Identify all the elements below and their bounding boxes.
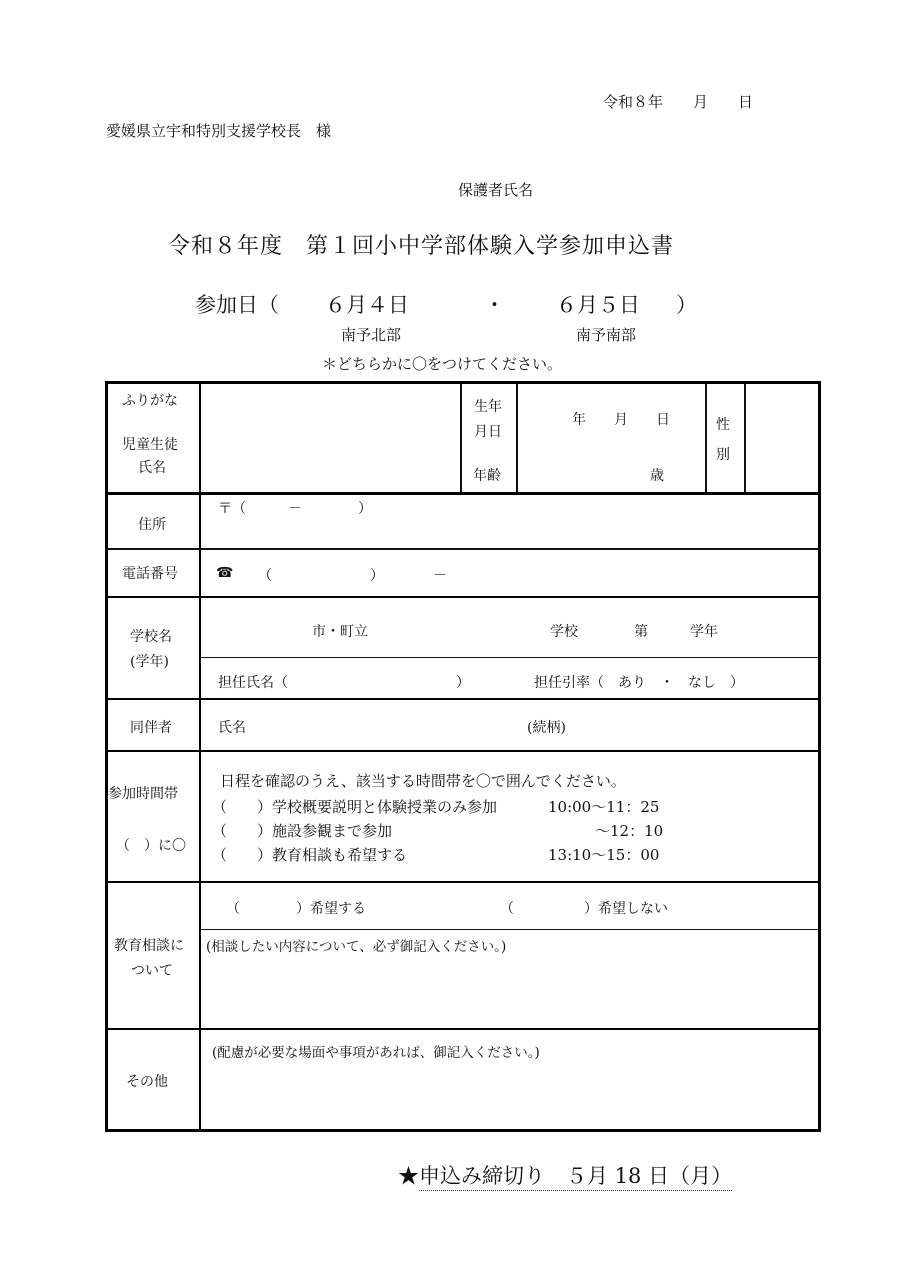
student-name-label-2: 氏名 <box>138 460 166 476</box>
companion-name-field[interactable]: 氏名 <box>218 720 246 736</box>
gender-label-2: 別 <box>716 447 730 463</box>
phone-icon: ☎ <box>216 565 234 581</box>
companion-relation-field[interactable]: (続柄) <box>527 720 566 736</box>
star-icon: ★ <box>398 1164 419 1188</box>
consultation-content-field[interactable] <box>202 956 817 1026</box>
time-slot-instruction: 日程を確認のうえ、該当する時間帯を〇で囲んでください。 <box>220 772 626 790</box>
teacher-name-field[interactable]: 担任氏名（ ） <box>218 675 470 691</box>
deadline <box>398 1160 732 1190</box>
time-option-label[interactable]: （ ）学校概要説明と体験授業のみ参加 <box>212 798 498 816</box>
phone-field[interactable]: （ ） － <box>258 568 447 584</box>
region-south: 南予南部 <box>576 326 637 344</box>
student-name-field[interactable] <box>202 386 458 490</box>
furigana-label: ふりがな <box>122 393 178 409</box>
participation-date-2[interactable]: ６月５日 <box>556 293 640 317</box>
participation-close: ） <box>676 293 697 317</box>
addressee: 愛媛県立宇和特別支援学校長 様 <box>106 122 332 140</box>
participation-note: ＊どちらかに〇をつけてください。 <box>322 355 563 373</box>
age-label: 年齢 <box>473 468 501 484</box>
time-option-time: 13:10～15：00 <box>548 846 660 864</box>
region-north: 南予北部 <box>341 326 402 344</box>
page-title: 令和８年度 第１回小中学部体験入学参加申込書 <box>168 234 675 259</box>
other-label: その他 <box>126 1074 168 1090</box>
other-note: (配慮が必要な場面や事項があれば、御記入ください。) <box>212 1045 540 1061</box>
birth-date-label-2: 月日 <box>474 424 502 440</box>
gender-label-1: 性 <box>716 417 730 433</box>
time-slot-sublabel: （ ）に〇 <box>116 838 186 854</box>
other-content-field[interactable] <box>202 1062 817 1126</box>
participation-separator: ・ <box>484 293 505 317</box>
guardian-name-label: 保護者氏名 <box>458 181 534 199</box>
deadline-text: 申込み締切り ５月 18 日（月） <box>419 1164 732 1191</box>
postal-code-field[interactable]: 〒（ － ） <box>218 501 372 517</box>
consultation-label-1: 教育相談に <box>114 938 184 954</box>
address-label: 住所 <box>138 517 166 533</box>
consultation-yes-option[interactable]: （ ）希望する <box>226 901 366 917</box>
participation-date-1[interactable]: ６月４日 <box>325 293 409 317</box>
teacher-escort-field[interactable]: 担任引率（ あり ・ なし ） <box>534 675 744 691</box>
gender-field[interactable] <box>747 386 817 490</box>
participation-label: 参加日（ <box>195 293 279 317</box>
date-line: 令和８年 月 日 <box>603 93 754 111</box>
student-name-label-1: 児童生徒 <box>122 437 178 453</box>
time-option-label[interactable]: （ ）教育相談も希望する <box>212 846 408 864</box>
time-option-label[interactable]: （ ）施設参観まで参加 <box>212 822 393 840</box>
companion-label: 同伴者 <box>130 720 172 736</box>
phone-label: 電話番号 <box>122 566 178 582</box>
time-slot-label: 参加時間帯 <box>108 786 178 802</box>
birth-date-label-1: 生年 <box>474 399 502 415</box>
time-option-time: ～12：10 <box>595 822 664 840</box>
consultation-label-2: ついて <box>131 963 173 979</box>
school-label-2: (学年) <box>130 654 169 670</box>
consultation-note: (相談したい内容について、必ず御記入ください。) <box>206 939 507 955</box>
school-label-1: 学校名 <box>130 629 172 645</box>
birth-date-field[interactable]: 年 月 日 <box>572 412 670 428</box>
school-city-field[interactable]: 市・町立 <box>312 624 368 640</box>
school-grade-field[interactable]: 学校 第 学年 <box>550 624 718 640</box>
age-field[interactable]: 歳 <box>650 468 664 484</box>
time-option-time: 10:00～11：25 <box>548 798 660 816</box>
consultation-no-option[interactable]: （ ）希望しない <box>500 901 668 917</box>
